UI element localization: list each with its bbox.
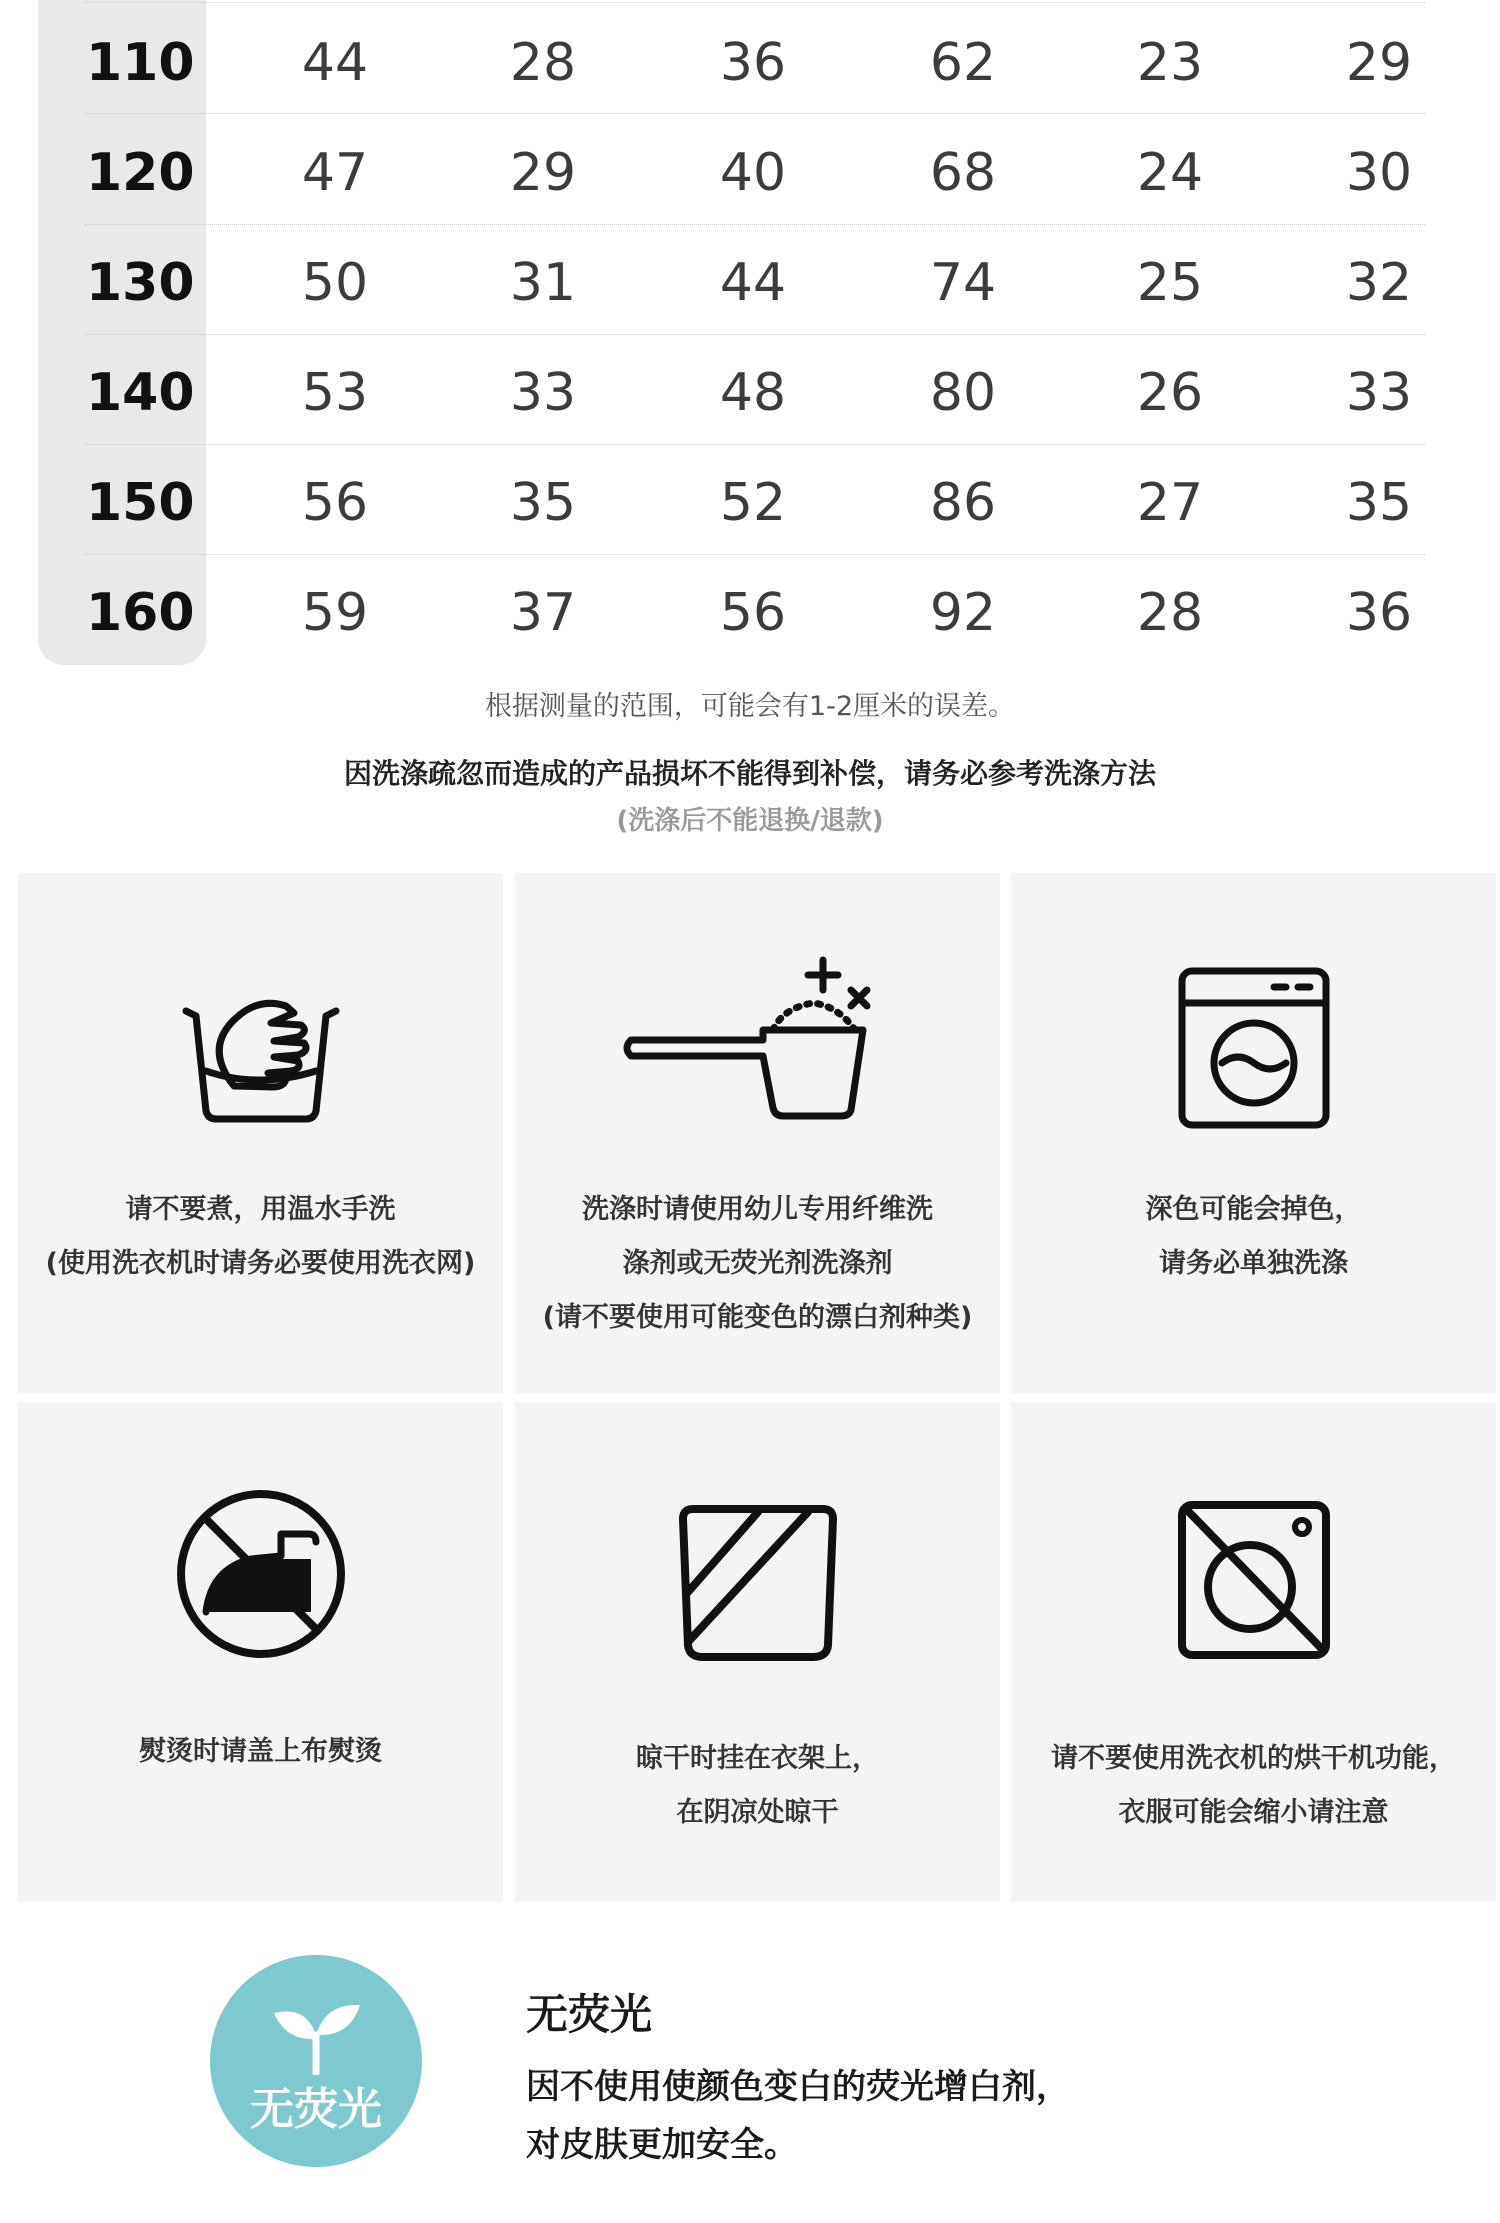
value-cell: 53 xyxy=(301,363,369,423)
no-tumble-dry-icon xyxy=(1011,1497,1496,1662)
value-cell: 80 xyxy=(929,363,997,423)
table-row xyxy=(0,448,1500,558)
no-iron-icon xyxy=(18,1484,503,1664)
value-cell: 29 xyxy=(509,143,577,203)
detergent-scoop-icon xyxy=(515,948,1000,1128)
value-cell: 32 xyxy=(1345,253,1413,313)
care-card-dry-shade xyxy=(515,1402,1000,1902)
care-text-line: 请务必单独洗涤 xyxy=(1159,1248,1348,1279)
care-text-line: 熨烫时请盖上布熨烫 xyxy=(139,1736,382,1767)
value-cell: 36 xyxy=(719,33,787,93)
value-cell: 33 xyxy=(509,363,577,423)
value-cell: 28 xyxy=(1136,583,1204,643)
value-cell: 29 xyxy=(1345,33,1413,93)
value-cell: 31 xyxy=(509,253,577,313)
care-text-line: 衣服可能会缩小请注意 xyxy=(1118,1797,1389,1828)
value-cell: 28 xyxy=(509,33,577,93)
care-text-line: (使用洗衣机时请务必要使用洗衣网) xyxy=(45,1248,476,1279)
care-text-line: 深色可能会掉色， xyxy=(1145,1194,1362,1225)
value-cell: 44 xyxy=(719,253,787,313)
value-cell: 40 xyxy=(719,143,787,203)
hand-wash-icon xyxy=(18,961,503,1131)
value-cell: 86 xyxy=(929,473,997,533)
washing-machine-icon xyxy=(1011,963,1496,1133)
row-divider xyxy=(85,2,1425,3)
care-text-line: 在阴凉处晾干 xyxy=(676,1797,839,1828)
value-cell: 27 xyxy=(1136,473,1204,533)
value-cell: 92 xyxy=(929,583,997,643)
care-text-line: 涤剂或无荧光剂洗涤剂 xyxy=(622,1248,893,1279)
dry-in-shade-icon xyxy=(515,1497,1000,1667)
value-cell: 47 xyxy=(301,143,369,203)
value-cell: 52 xyxy=(719,473,787,533)
value-cell: 25 xyxy=(1136,253,1204,313)
row-divider xyxy=(85,444,1425,445)
badge-label: 无荧光 xyxy=(250,2084,382,2135)
row-divider xyxy=(85,554,1425,555)
value-cell: 30 xyxy=(1345,143,1413,203)
value-cell: 26 xyxy=(1136,363,1204,423)
value-cell: 74 xyxy=(929,253,997,313)
size-cell: 150 xyxy=(86,473,195,533)
value-cell: 48 xyxy=(719,363,787,423)
row-divider xyxy=(85,224,1425,225)
measurement-note: 根据测量的范围，可能会有1-2厘米的误差。 xyxy=(484,691,1016,722)
size-cell: 120 xyxy=(86,143,195,203)
sprout-icon xyxy=(266,1995,366,2075)
no-fluorescent-title: 无荧光 xyxy=(526,1990,653,2039)
wash-warning: 因洗涤疏忽而造成的产品损坏不能得到补偿，请务必参考洗涤方法 xyxy=(343,757,1156,790)
description-line: 对皮肤更加安全。 xyxy=(526,2125,798,2165)
table-row xyxy=(0,228,1500,338)
size-table xyxy=(0,0,1500,670)
care-text-line: 晾干时挂在衣架上， xyxy=(636,1743,879,1774)
value-cell: 56 xyxy=(719,583,787,643)
row-divider xyxy=(85,113,1425,114)
size-cell: 110 xyxy=(86,33,195,93)
care-card-hand-wash xyxy=(18,873,503,1393)
value-cell: 36 xyxy=(1345,583,1413,643)
no-fluorescent-badge xyxy=(210,1955,422,2167)
value-cell: 24 xyxy=(1136,143,1204,203)
table-row xyxy=(0,338,1500,448)
value-cell: 23 xyxy=(1136,33,1204,93)
care-card-no-tumble-dry xyxy=(1011,1402,1496,1902)
size-cell: 130 xyxy=(86,253,195,313)
no-fluorescent-description xyxy=(526,2058,1070,2174)
size-cell: 160 xyxy=(86,583,195,643)
care-card-detergent xyxy=(515,873,1000,1393)
no-refund-note: (洗涤后不能退换/退款) xyxy=(616,806,884,836)
value-cell: 37 xyxy=(509,583,577,643)
row-divider xyxy=(85,334,1425,335)
value-cell: 35 xyxy=(509,473,577,533)
care-card-washing-machine xyxy=(1011,873,1496,1393)
value-cell: 59 xyxy=(301,583,369,643)
value-cell: 44 xyxy=(301,33,369,93)
size-cell: 140 xyxy=(86,363,195,423)
care-text-line: 请不要使用洗衣机的烘干机功能， xyxy=(1051,1743,1456,1774)
value-cell: 56 xyxy=(301,473,369,533)
table-row xyxy=(0,558,1500,668)
care-text-line: 洗涤时请使用幼儿专用纤维洗 xyxy=(582,1194,933,1225)
value-cell: 68 xyxy=(929,143,997,203)
table-row xyxy=(0,118,1500,228)
value-cell: 50 xyxy=(301,253,369,313)
care-text-line: 请不要煮，用温水手洗 xyxy=(125,1194,396,1225)
description-line: 因不使用使颜色变白的荧光增白剂， xyxy=(526,2067,1070,2107)
value-cell: 35 xyxy=(1345,473,1413,533)
table-row xyxy=(0,8,1500,118)
value-cell: 62 xyxy=(929,33,997,93)
value-cell: 33 xyxy=(1345,363,1413,423)
care-card-iron xyxy=(18,1402,503,1902)
care-text-line: (请不要使用可能变色的漂白剂种类) xyxy=(542,1302,973,1333)
